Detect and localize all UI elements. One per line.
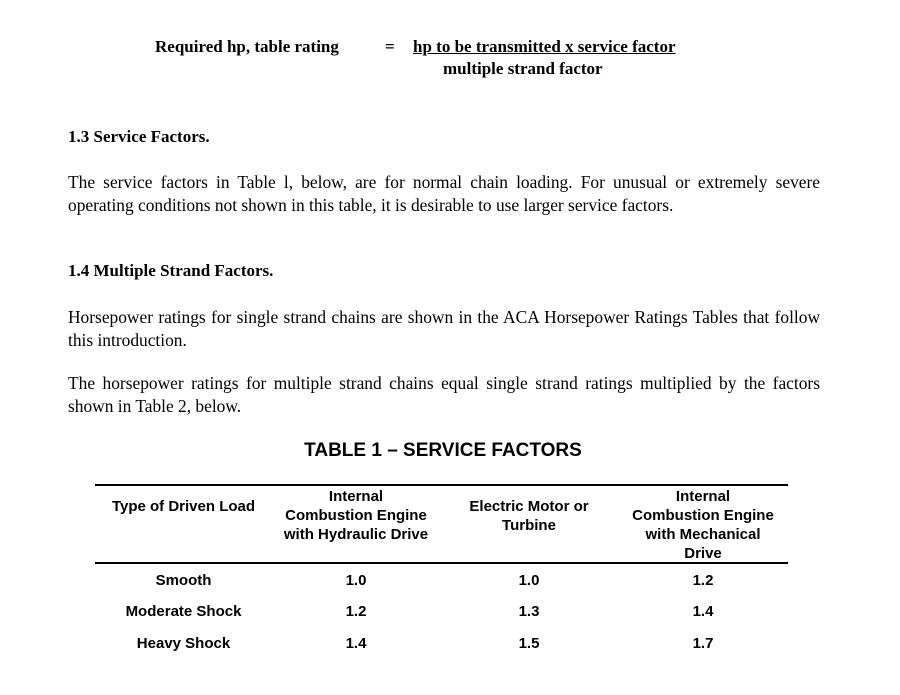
row-label-smooth: Smooth — [155, 572, 212, 589]
table-cell: 1.0 — [345, 572, 367, 589]
service-factors-paragraph: The service factors in Table l, below, are for normal chain loading. For unusual or extremely severe operating conditions not shown in this table, it is desirable to use larger service factors. — [68, 172, 820, 215]
table-cell: 1.0 — [518, 572, 540, 589]
column-header-electric-motor: Electric Motor or Turbine — [469, 498, 589, 534]
table-cell: 1.2 — [692, 572, 714, 589]
formula-equals-sign: = — [385, 37, 395, 56]
multiple-strand-paragraph: The horsepower ratings for multiple strand chains equal single strand ratings multiplied by the factors shown in Table 2, below. — [68, 373, 820, 416]
table-top-rule — [95, 484, 788, 486]
column-header-ice-mechanical: Internal Combustion Engine with Mechanical Drive — [632, 488, 774, 562]
table-cell: 1.5 — [518, 635, 540, 652]
section-heading-multiple-strand-factors: 1.4 Multiple Strand Factors. — [68, 261, 274, 280]
column-header-driven-load: Type of Driven Load — [111, 498, 256, 515]
single-strand-paragraph: Horsepower ratings for single strand chains are shown in the ACA Horsepower Ratings Tables that follow this introduction. — [68, 307, 820, 350]
row-label-moderate-shock: Moderate Shock — [125, 603, 242, 620]
formula-denominator: multiple strand factor — [443, 59, 603, 78]
table-cell: 1.3 — [518, 603, 540, 620]
formula-numerator: hp to be transmitted x service factor — [413, 37, 676, 56]
row-label-heavy-shock: Heavy Shock — [136, 635, 231, 652]
table-cell: 1.4 — [345, 635, 367, 652]
table-cell: 1.2 — [345, 603, 367, 620]
formula-lhs: Required hp, table rating — [155, 37, 339, 56]
section-heading-service-factors: 1.3 Service Factors. — [68, 127, 210, 146]
column-header-ice-hydraulic: Internal Combustion Engine with Hydraulic Drive — [283, 488, 429, 543]
table-title: TABLE 1 – SERVICE FACTORS — [304, 440, 582, 461]
table-cell: 1.7 — [692, 635, 714, 652]
table-header-rule — [95, 562, 788, 564]
table-cell: 1.4 — [692, 603, 714, 620]
